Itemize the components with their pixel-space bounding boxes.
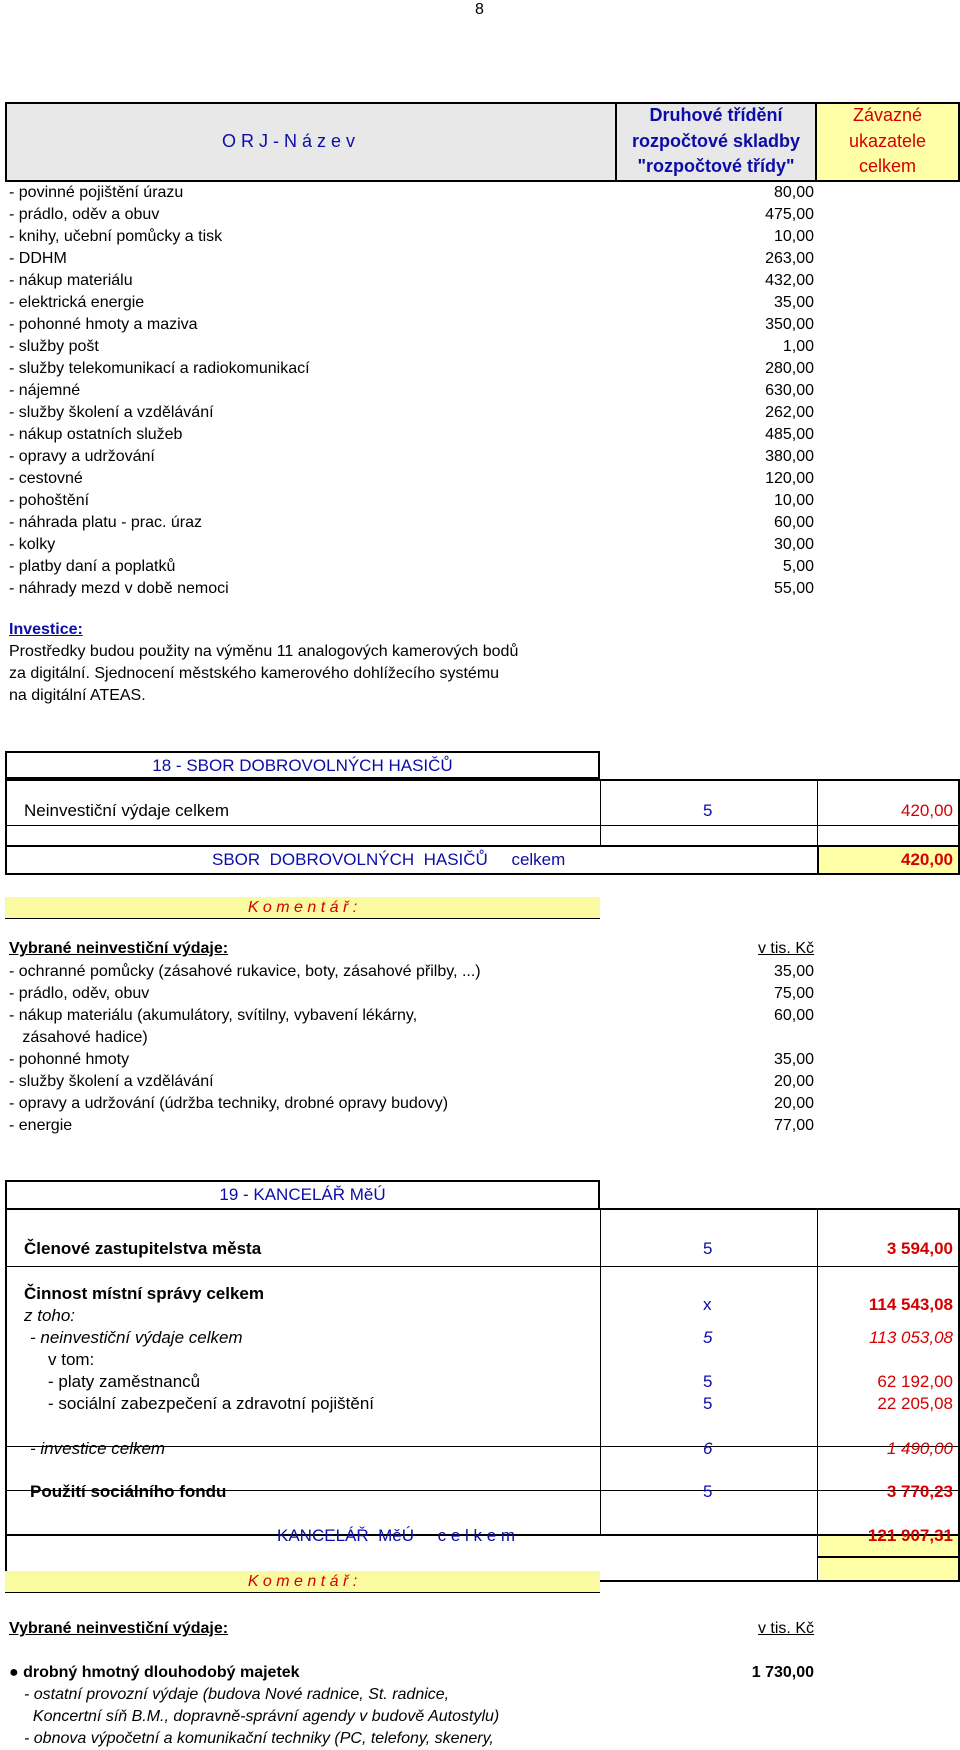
section18-item [9,1005,814,1027]
expense-item-value: 1,00 [782,338,814,355]
expense-item [9,468,814,490]
expense-item [9,424,814,446]
header-orj: O R J - N á z e v [222,131,356,151]
expense-item-value: 262,00 [765,404,814,421]
expense-item-value: 10,00 [773,492,814,509]
soc-class: 5 [703,1394,713,1413]
expense-item-value: 432,00 [765,272,814,289]
section18-item [9,1115,814,1137]
expense-item-value: 80,00 [773,184,814,201]
section18-item-label: zásahové hadice) [9,1029,148,1046]
expense-item-label: - nájemné [9,382,81,399]
section18-item-value: 20,00 [773,1073,814,1090]
expense-item [9,556,814,578]
investice-line-3: na digitální ATEAS. [9,687,146,704]
expense-item-label: - knihy, učební pomůcky a tisk [9,228,223,245]
fond-value: 3 770,23 [886,1482,953,1501]
clenove-class: 5 [703,1239,713,1258]
section18-item-label: - pohonné hmoty [9,1051,130,1068]
expense-item-label: - DDHM [9,250,67,267]
expense-item-label: - kolky [9,536,56,553]
expense-item-value: 5,00 [782,558,814,575]
section19-total-label: KANCELÁŘ MěÚ c e l k e m [277,1526,516,1545]
expense-item-label: - prádlo, oděv a obuv [9,206,160,223]
expense-item-value: 280,00 [765,360,814,377]
expense-item-value: 60,00 [773,514,814,531]
bullet-label: ● drobný hmotný dlouhodobý majetek [9,1664,300,1681]
expense-item [9,446,814,468]
neinv-label: - neinvestiční výdaje celkem [30,1328,243,1347]
section18-row-label: Neinvestiční výdaje celkem [24,801,230,820]
section18-total-value: 420,00 [901,850,953,869]
section18-title: 18 - SBOR DOBROVOLNÝCH HASIČŮ [152,756,453,775]
cinnost-value: 114 543,08 [868,1295,953,1314]
investice-title: Investice: [9,621,83,638]
expense-item-value: 380,00 [765,448,814,465]
section19-title: 19 - KANCELÁŘ MěÚ [219,1185,386,1204]
section18-items-list [9,961,814,1137]
expense-item [9,292,814,314]
expense-item-value: 55,00 [773,580,814,597]
expense-item [9,534,814,556]
section18-item-label: - nákup materiálu (akumulátory, svítilny, vybavení lékárny, [9,1007,418,1024]
expense-item-label: - služby školení a vzdělávání [9,404,214,421]
expense-item-value: 120,00 [765,470,814,487]
page-number: 8 [475,1,484,18]
section18-item-label: - energie [9,1117,73,1134]
expense-item-value: 485,00 [765,426,814,443]
expense-item [9,578,814,600]
inv-value: 1 490,00 [886,1439,953,1458]
expense-item [9,336,814,358]
expense-item-label: - nákup materiálu [9,272,133,289]
bullet-value: 1 730,00 [751,1664,814,1681]
section19-total-value: 121 907,31 [867,1526,953,1545]
section19-unit: v tis. Kč [757,1620,814,1637]
section18-item-label: - ochranné pomůcky (zásahové rukavice, boty, zásahové přilby, ...) [9,963,481,980]
expense-item [9,226,814,248]
expense-item-label: - povinné pojištění úrazu [9,184,184,201]
expense-item-label: - náhrada platu - prac. úraz [9,514,202,531]
expense-item-value: 475,00 [765,206,814,223]
header-zavazne-3: celkem [858,156,916,176]
inv-label: - investice celkem [30,1439,166,1458]
expense-item-label: - náhrady mezd v době nemoci [9,580,229,597]
expense-item-label: - cestovné [9,470,83,487]
section18-item [9,1093,814,1115]
platy-class: 5 [703,1372,713,1391]
section19-komentar: K o m e n t á ř : [247,1573,358,1590]
fond-class: 5 [703,1482,713,1501]
clenove-label: Členové zastupitelstva města [24,1239,262,1258]
section18-total-label: SBOR DOBROVOLNÝCH HASIČŮ celkem [212,850,566,869]
header-zavazne-2: ukazatele [848,131,927,151]
section18-item [9,961,814,983]
expense-item [9,380,814,402]
platy-value: 62 192,00 [877,1372,953,1391]
expense-item-value: 630,00 [765,382,814,399]
expense-item-label: - opravy a udržování [9,448,155,465]
expense-item-value: 263,00 [765,250,814,267]
section18-vybrane: Vybrané neinvestiční výdaje: [9,940,229,957]
section18-item [9,1071,814,1093]
section18-item-label: - opravy a udržování (údržba techniky, drobné opravy budovy) [9,1095,449,1112]
vtom-label: v tom: [48,1350,95,1369]
header-zavazne-1: Závazné [852,105,923,125]
platy-label: - platy zaměstnanců [48,1372,201,1391]
bullet-sub-2: Koncertní síň B.M., dopravně-správní agendy v budově Autostylu) [24,1708,500,1725]
section18-item-value: 77,00 [773,1117,814,1134]
expense-item [9,182,814,204]
section18-komentar: K o m e n t á ř : [247,899,358,916]
inv-class: 6 [703,1439,713,1458]
investice-line-2: za digitální. Sjednocení městského kamerového dohlížecího systému [9,665,500,682]
section19-vybrane: Vybrané neinvestiční výdaje: [9,1620,229,1637]
clenove-value: 3 594,00 [886,1239,953,1258]
expense-item-label: - služby pošt [9,338,99,355]
expense-item-label: - pohonné hmoty a maziva [9,316,198,333]
section18-item-label: - služby školení a vzdělávání [9,1073,214,1090]
soc-label: - sociální zabezpečení a zdravotní pojištění [48,1394,375,1413]
expense-item [9,358,814,380]
expense-item [9,490,814,512]
expense-item-label: - služby telekomunikací a radiokomunikací [9,360,310,377]
expense-item [9,248,814,270]
fond-label: Použití sociálního fondu [30,1482,227,1501]
section18-item [9,983,814,1005]
header-druhove-3: "rozpočtové třídy" [637,156,795,176]
expense-item-value: 350,00 [765,316,814,333]
neinv-class: 5 [703,1328,713,1347]
expense-item [9,204,814,226]
soc-value: 22 205,08 [877,1394,953,1413]
expense-item-value: 10,00 [773,228,814,245]
header-druhove-1: Druhové třídění [649,105,783,125]
cinnost-label: Činnost místní správy celkem [24,1284,264,1303]
section18-item-value: 75,00 [773,985,814,1002]
expense-item-label: - nákup ostatních služeb [9,426,183,443]
section18-item [9,1049,814,1071]
section18-row-class: 5 [703,801,713,820]
cinnost-class: x [703,1295,712,1314]
investice-line-1: Prostředky budou použity na výměnu 11 analogových kamerových bodů [9,643,519,660]
expense-item [9,314,814,336]
expense-item [9,512,814,534]
section18-item-value: 60,00 [773,1007,814,1024]
expense-item [9,402,814,424]
bullet-sub-1: - ostatní provozní výdaje (budova Nové radnice, St. radnice, [24,1686,450,1703]
neinv-value: 113 053,08 [869,1328,953,1347]
ztoho-label: z toho: [24,1306,76,1325]
expense-item [9,270,814,292]
expense-item-label: - platby daní a poplatků [9,558,176,575]
section18-item-value: 35,00 [773,1051,814,1068]
section18-row-value: 420,00 [901,801,953,820]
bullet-sub-3: - obnova výpočetní a komunikační techniky (PC, telefony, skenery, [24,1730,494,1747]
expense-items-list [9,182,814,600]
section18-unit: v tis. Kč [757,940,814,957]
expense-item-value: 30,00 [773,536,814,553]
section18-item [9,1027,814,1049]
section18-item-value: 20,00 [773,1095,814,1112]
expense-item-label: - elektrická energie [9,294,145,311]
header-druhove-2: rozpočtové skladby [631,131,801,151]
section18-item-value: 35,00 [773,963,814,980]
section18-item-label: - prádlo, oděv, obuv [9,985,150,1002]
expense-item-value: 35,00 [773,294,814,311]
expense-item-label: - pohoštění [9,492,90,509]
